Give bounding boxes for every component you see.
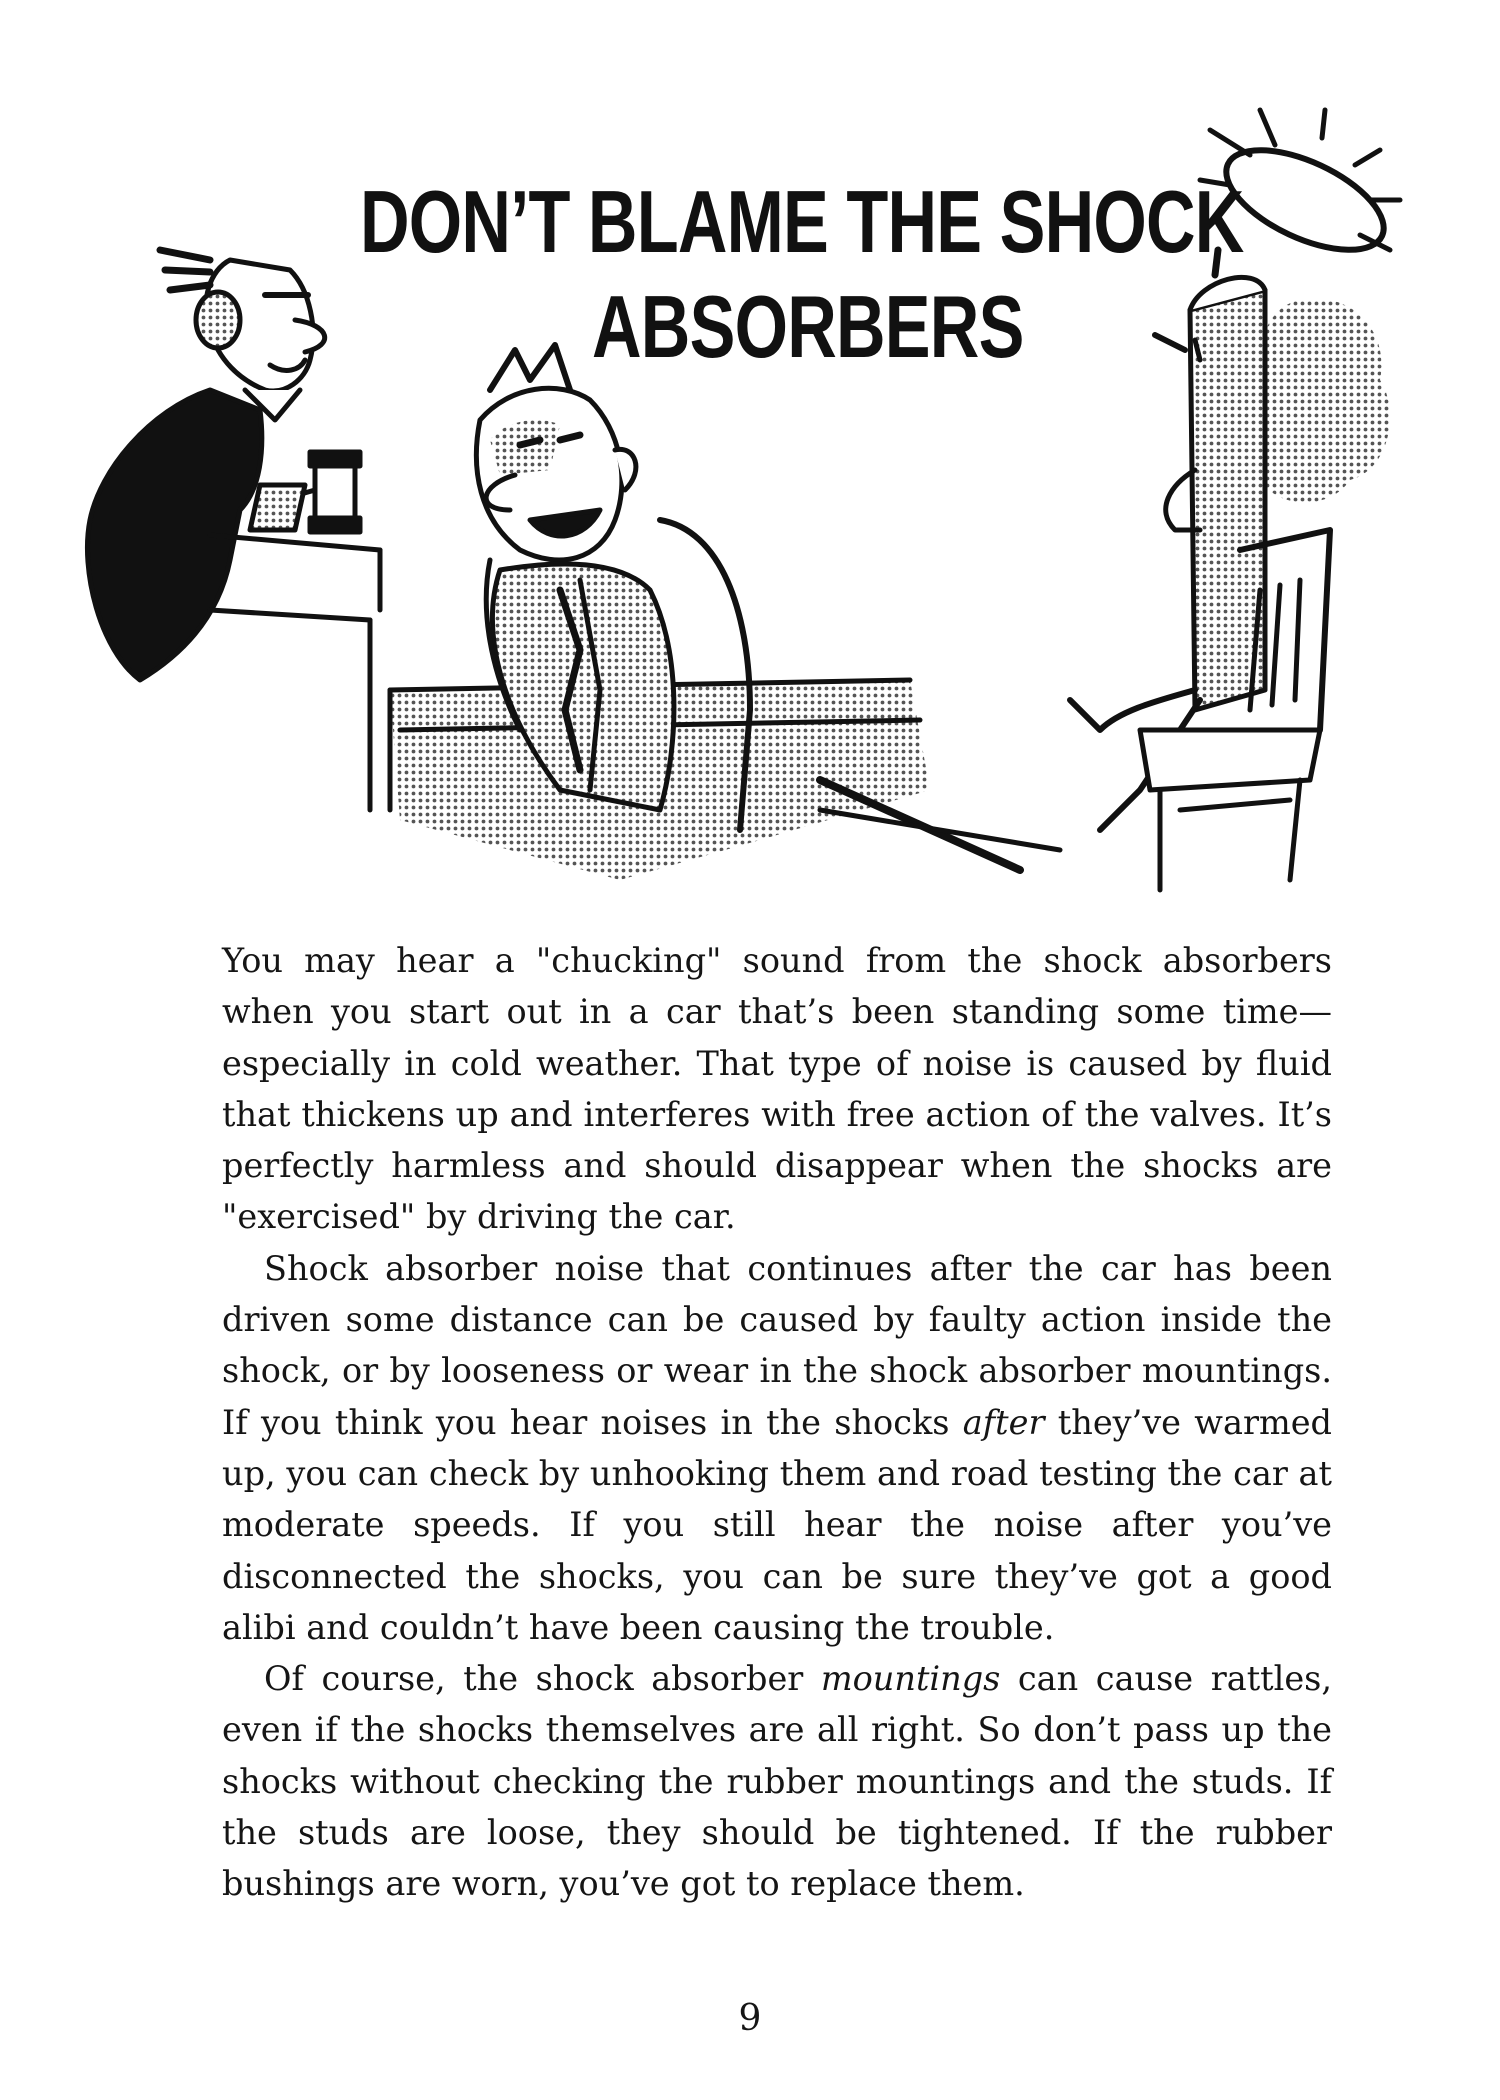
- page-title-line-1: DON’T BLAME THE SHOCK: [360, 172, 1244, 271]
- paragraph-text: You may hear a "chucking" sound from the shock absorbers when you start out in a car that’s been standing some time—especially in cold weather. That type of noise is caused by fluid that thickens up and interferes with free action of the valves. It’s perfectly harmless and should disappear when the shocks are "exercised" by driving the car.: [222, 941, 1332, 1237]
- paragraph-text: can cause rattles, even if the shocks themselves are all right. So don’t pass up the shocks without checking the rubber mountings and the studs. If the studs are loose, they should be tightened. If the rubber bushings are worn, you’ve got to replace them.: [222, 1659, 1332, 1904]
- paragraph-text: Shock absorber noise that continues after the car has been driven some distance can be caused by faulty action inside the shock, or by looseness or wear in the shock absorber mountings. If you think you hear noises in the shocks: [222, 1248, 1332, 1442]
- emphasized-text: after: [962, 1402, 1045, 1442]
- page-title-line-2: ABSORBERS: [592, 277, 1024, 376]
- paragraph-2: [222, 1243, 1332, 1653]
- paragraph-3: [222, 1653, 1332, 1909]
- paragraph-text: Of course, the shock absorber: [264, 1659, 821, 1699]
- courtroom-floor: [390, 680, 1060, 880]
- emphasized-text: mountings: [820, 1659, 1001, 1699]
- page-number: 9: [738, 1998, 762, 2039]
- paragraph-text: they’ve warmed up, you can check by unhooking them and road testing the car at moderate speeds. If you still hear the noise after you’ve disconnected the shocks, you can be sure they’ve got a good alibi and couldn’t have been causing the trouble.: [222, 1402, 1332, 1647]
- body-text: [222, 935, 1332, 1910]
- paragraph-1: [222, 935, 1332, 1243]
